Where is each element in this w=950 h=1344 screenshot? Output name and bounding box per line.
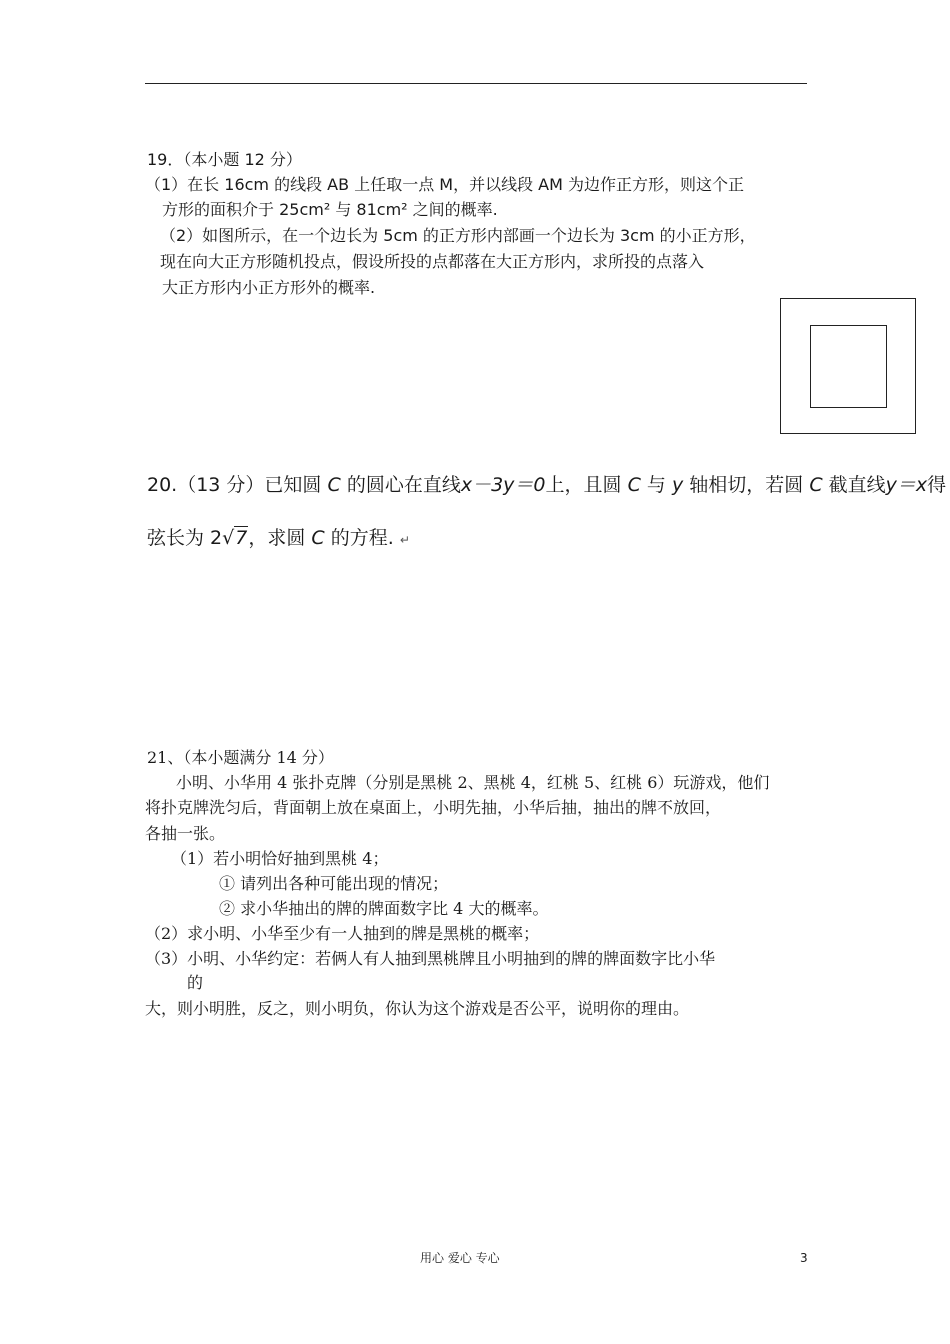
q20-var: C	[809, 474, 823, 496]
q21-line-8: （3）小明、小华约定：若俩人有人抽到黑桃牌且小明抽到的牌的牌面数字比小华	[145, 949, 716, 968]
q19-line-1: （1）在长 16cm 的线段 AB 上任取一点 M，并以线段 AM 为边作正方形，则这个正	[145, 175, 745, 194]
q21-line-3: 各抽一张。	[145, 824, 226, 843]
q20-equation: x－3y＝0	[460, 474, 546, 496]
q19-line-2: 方形的面积介于 25cm² 与 81cm² 之间的概率.	[162, 200, 498, 219]
q21-line-9: 的	[187, 973, 204, 992]
q21-line-5: ① 请列出各种可能出现的情况；	[219, 874, 449, 893]
q20-line-2	[147, 529, 410, 548]
q20-text: 的方程.	[330, 527, 394, 549]
sqrt-symbol: √7	[222, 527, 248, 549]
footer-motto: 用心 爱心 专心	[420, 1251, 500, 1265]
q19-header: 19．（本小题 12 分）	[147, 150, 302, 169]
q20-line-1	[147, 476, 946, 495]
q20-var: C	[327, 474, 341, 496]
q21-line-6: ② 求小华抽出的牌的牌面数字比 4 大的概率。	[219, 899, 549, 918]
q20-var: C	[311, 527, 325, 549]
q20-var: C	[627, 474, 641, 496]
q21-header: 21、（本小题满分 14 分）	[147, 748, 334, 767]
sqrt-radicand: 7	[235, 527, 248, 549]
q20-text: 弦长为 2	[147, 527, 223, 549]
q20-text: 得	[927, 474, 947, 496]
q20-text: 截直线	[828, 474, 886, 496]
q19-line-4: 现在向大正方形随机投点，假设所投的点都落在大正方形内，求所投的点落入	[160, 252, 705, 271]
q21-line-1: 小明、小华用 4 张扑克牌（分别是黑桃 2、黑桃 4，红桃 5、红桃 6）玩游戏，他们	[176, 773, 770, 792]
paragraph-mark: ↵	[399, 533, 410, 547]
q20-text: 与	[646, 474, 666, 496]
q20-text: ，求圆	[248, 527, 306, 549]
q20-text: 的圆心在直线	[346, 474, 461, 496]
q19-line-5: 大正方形内小正方形外的概率.	[162, 278, 376, 297]
header-rule	[145, 83, 807, 84]
q21-line-4: （1）若小明恰好抽到黑桃 4；	[171, 849, 389, 868]
q20-text: 20.（13 分）已知圆	[147, 474, 322, 496]
q19-line-3: （2）如图所示，在一个边长为 5cm 的正方形内部画一个边长为 3cm 的小正方形，	[160, 226, 756, 245]
q20-text: 轴相切，若圆	[689, 474, 804, 496]
q20-equation: y＝x	[885, 474, 928, 496]
q21-line-10: 大，则小明胜，反之，则小明负，你认为这个游戏是否公平，说明你的理由。	[145, 999, 690, 1018]
small-square-figure	[810, 325, 887, 408]
q21-line-7: （2）求小明、小华至少有一人抽到的牌是黑桃的概率；	[145, 924, 540, 943]
q20-var: y	[671, 474, 684, 496]
page-number: 3	[800, 1251, 808, 1265]
q20-text: 上，且圆	[545, 474, 622, 496]
q21-line-2: 将扑克牌洗匀后，背面朝上放在桌面上，小明先抽，小华后抽，抽出的牌不放回，	[145, 798, 722, 817]
